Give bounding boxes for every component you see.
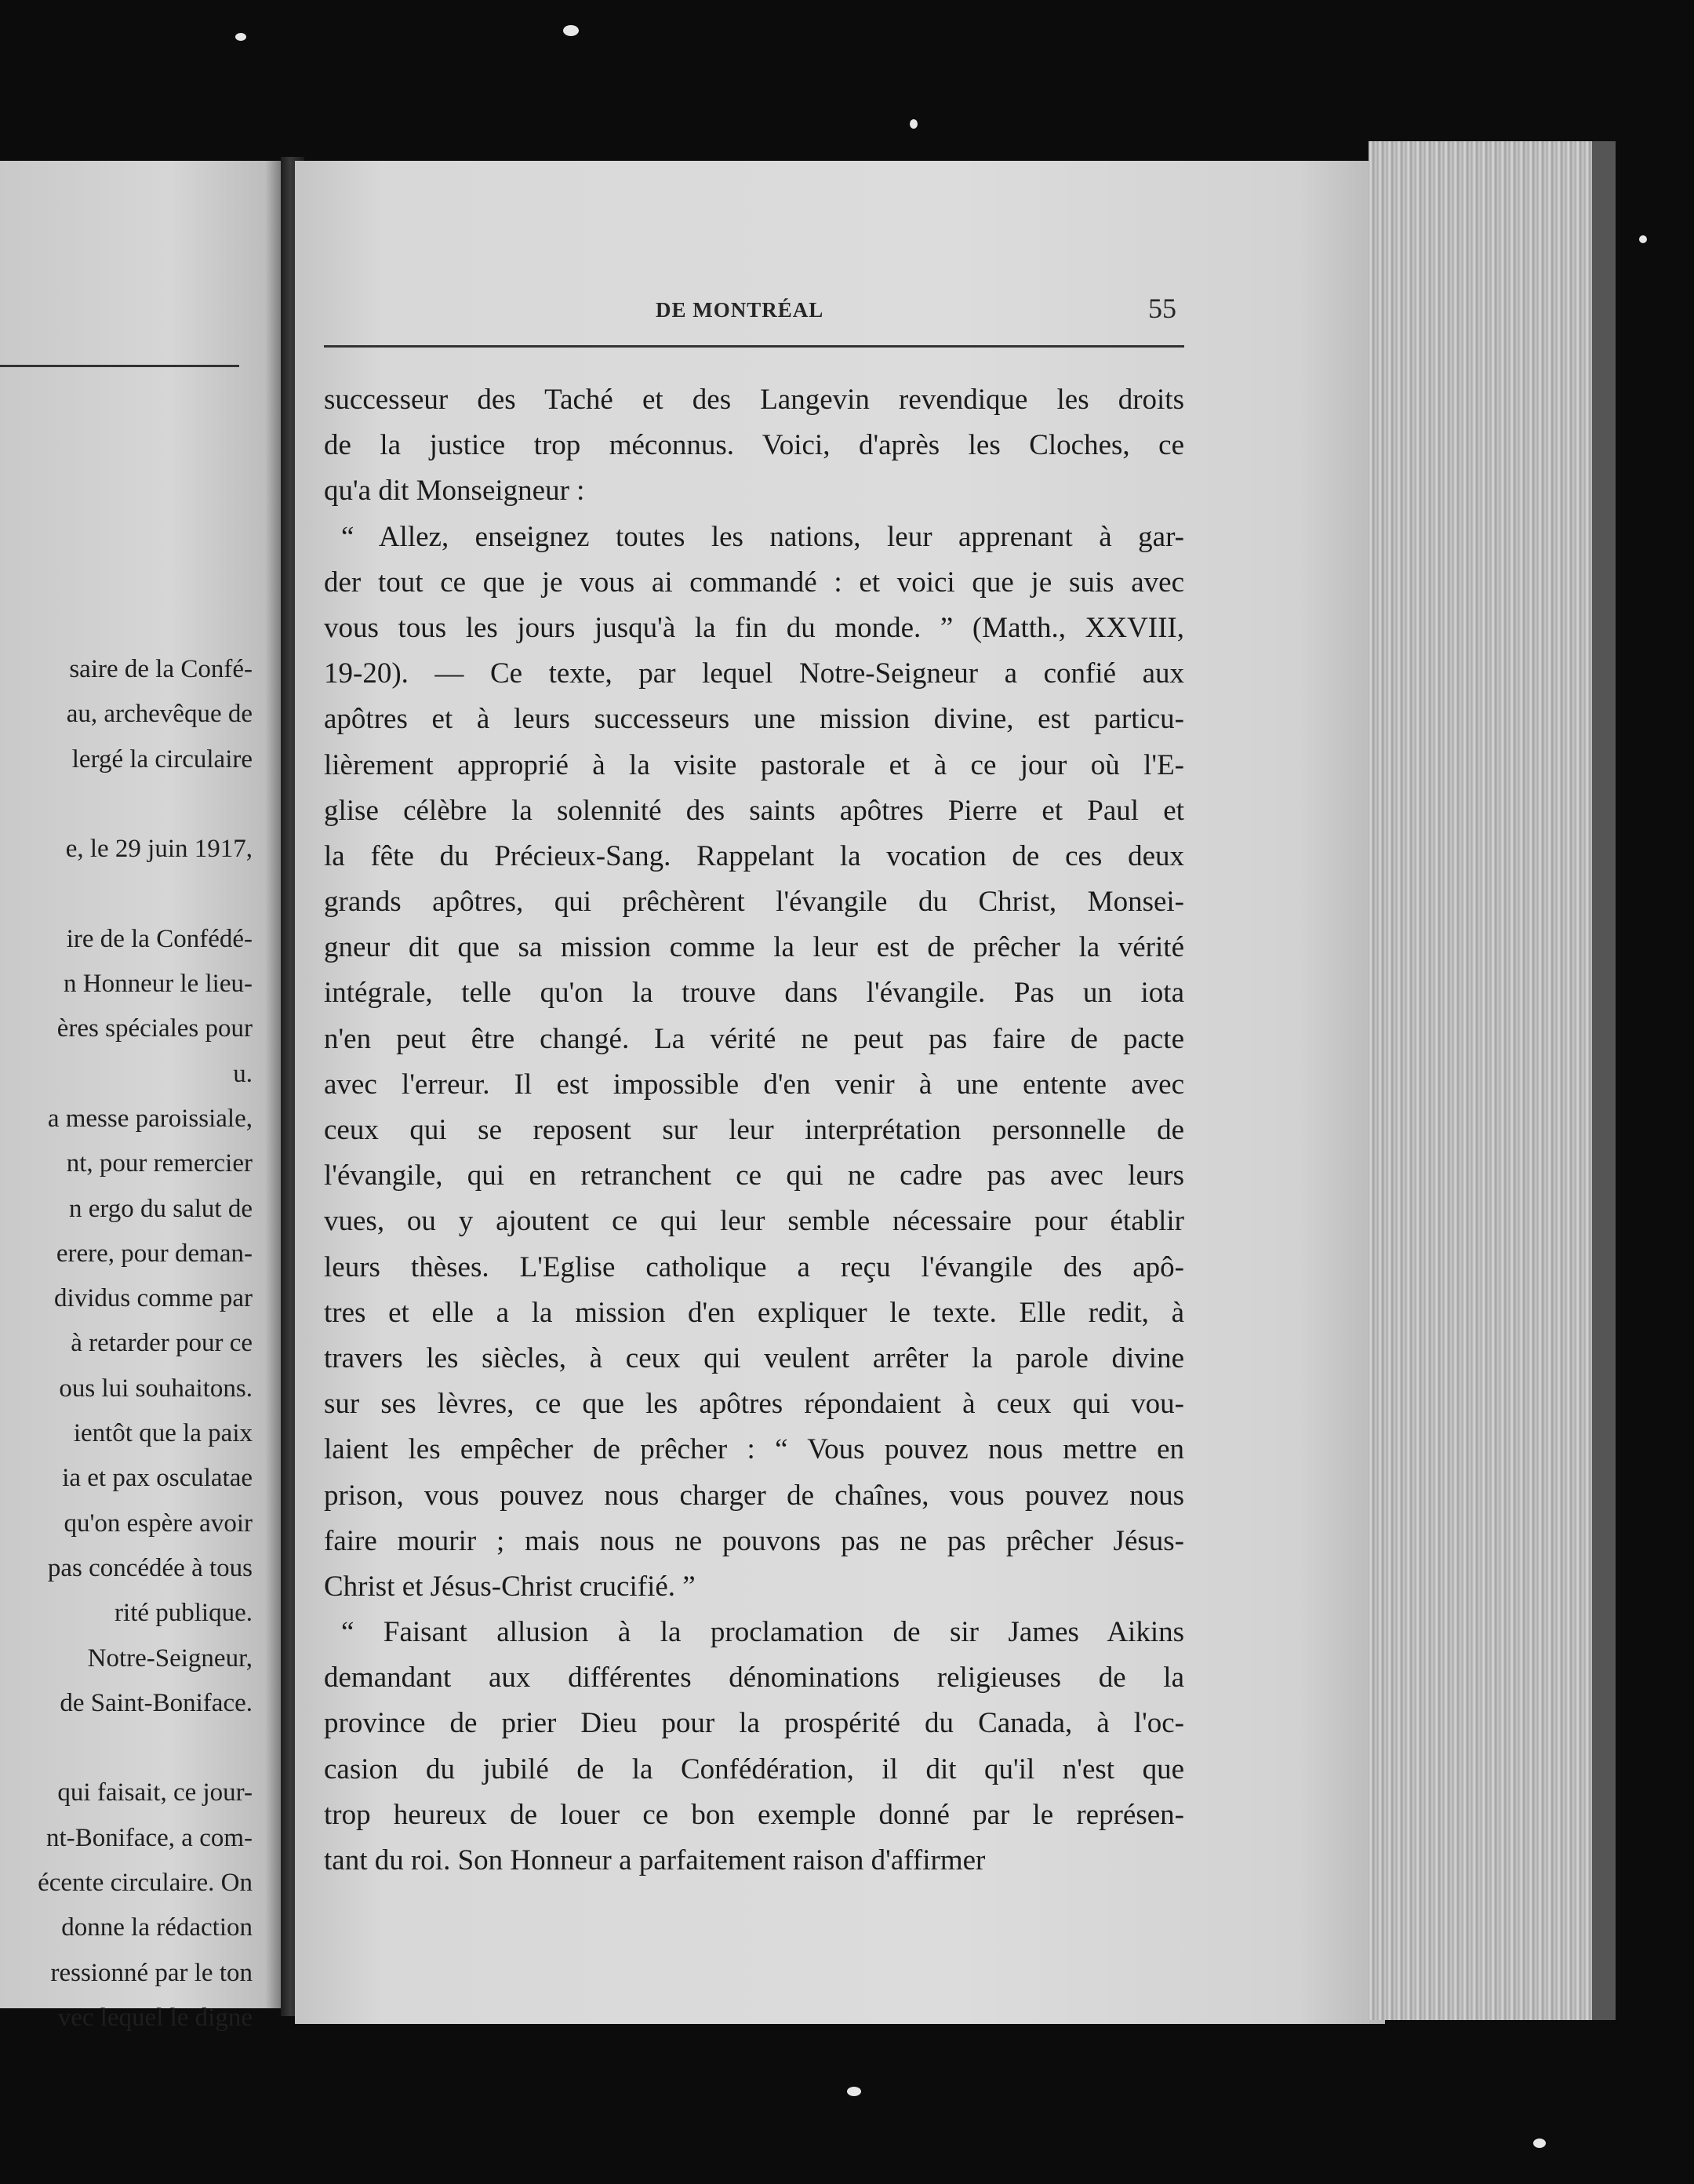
left-text-line xyxy=(0,782,253,827)
left-text-line: donne la rédaction xyxy=(61,1913,253,1942)
text-line: der tout ce que je vous ai commandé : et voici que je suis avec xyxy=(324,566,1184,599)
left-text-line: n ergo du salut de xyxy=(68,1194,253,1223)
dust-speck xyxy=(1533,2138,1546,2148)
left-page-text xyxy=(0,647,253,2040)
text-line: lièrement approprié à la visite pastorale et à ce jour où l'E- xyxy=(324,748,1184,781)
header-rule xyxy=(324,345,1184,348)
text-line: apôtres et à leurs successeurs une mission divine, est particu- xyxy=(324,703,1184,736)
text-line: Christ et Jésus-Christ crucifié. ” xyxy=(324,1570,696,1603)
dust-speck xyxy=(910,119,918,129)
text-line: faire mourir ; mais nous ne pouvons pas ne pas prêcher Jésus- xyxy=(324,1524,1184,1557)
left-text-line: a messe paroissiale, xyxy=(47,1104,253,1133)
left-text-line: pas concédée à tous xyxy=(47,1553,253,1582)
text-line: n'en peut être changé. La vérité ne peut pas faire de pacte xyxy=(324,1022,1184,1055)
right-page-text xyxy=(324,377,1184,1884)
left-text-line: dividus comme par xyxy=(54,1284,253,1313)
left-text-line: nt-Boniface, a com- xyxy=(46,1823,253,1852)
text-line: gneur dit que sa mission comme la leur est de prêcher la vérité xyxy=(324,931,1184,964)
dust-speck xyxy=(1639,235,1647,243)
text-line: grands apôtres, qui prêchèrent l'évangile du Christ, Monsei- xyxy=(324,886,1184,919)
page-edge-shadow xyxy=(1592,141,1616,2020)
text-line: casion du jubilé de la Confédération, il dit qu'il n'est que xyxy=(324,1753,1184,1785)
text-line: tant du roi. Son Honneur a parfaitement raison d'affirmer xyxy=(324,1844,986,1876)
dust-speck xyxy=(847,2087,861,2096)
left-text-line: ire de la Confédé- xyxy=(66,924,253,953)
text-line: intégrale, telle qu'on la trouve dans l'évangile. Pas un iota xyxy=(324,977,1184,1010)
left-text-line: qui faisait, ce jour- xyxy=(57,1778,253,1807)
text-line: avec l'erreur. Il est impossible d'en venir à une entente avec xyxy=(324,1068,1184,1101)
text-line: 19-20). — Ce texte, par lequel Notre-Seigneur a confié aux xyxy=(324,657,1184,690)
left-text-line: erere, pour deman- xyxy=(56,1239,253,1268)
left-text-line: qu'on espère avoir xyxy=(64,1509,253,1538)
text-line: tres et elle a la mission d'en expliquer le texte. Elle redit, à xyxy=(324,1296,1184,1329)
text-line: trop heureux de louer ce bon exemple donné par le représen- xyxy=(324,1798,1184,1831)
left-text-line: ientôt que la paix xyxy=(73,1419,253,1448)
text-line: de la justice trop méconnus. Voici, d'après les Cloches, ce xyxy=(324,429,1184,462)
text-line: leurs thèses. L'Eglise catholique a reçu l'évangile des apô- xyxy=(324,1250,1184,1283)
left-text-line: nt, pour remercier xyxy=(66,1149,253,1178)
text-line: glise célèbre la solennité des saints apôtres Pierre et Paul et xyxy=(324,794,1184,827)
left-text-line: ressionné par le ton xyxy=(50,1958,253,1987)
left-text-line: rité publique. xyxy=(115,1599,253,1628)
page-number: 55 xyxy=(1148,293,1176,324)
text-line: province de prier Dieu pour la prospérité du Canada, à l'oc- xyxy=(324,1707,1184,1740)
left-text-line: Notre-Seigneur, xyxy=(87,1643,253,1673)
text-line: successeur des Taché et des Langevin revendique les droits xyxy=(324,384,1184,416)
text-line: l'évangile, qui en retranchent ce qui ne cadre pas avec leurs xyxy=(324,1159,1184,1192)
text-line: vues, ou y ajoutent ce qui leur semble nécessaire pour établir xyxy=(324,1205,1184,1238)
left-text-line xyxy=(0,1726,253,1771)
text-line: travers les siècles, à ceux qui veulent arrêter la parole divine xyxy=(324,1341,1184,1374)
left-text-line: ia et pax osculatae xyxy=(62,1464,253,1493)
text-line: vous tous les jours jusqu'à la fin du monde. ” (Matth., XXVIII, xyxy=(324,611,1184,644)
text-line: laient les empêcher de prêcher : “ Vous pouvez nous mettre en xyxy=(324,1433,1184,1466)
dust-speck xyxy=(563,25,579,36)
text-line: “ Allez, enseignez toutes les nations, leur apprenant à gar- xyxy=(341,520,1184,553)
page-edges xyxy=(1369,141,1600,2020)
left-text-line: à retarder pour ce xyxy=(71,1329,253,1358)
text-line: demandant aux différentes dénominations religieuses de la xyxy=(324,1662,1184,1694)
left-text-line: ères spéciales pour xyxy=(56,1014,253,1043)
dust-speck xyxy=(235,33,246,41)
text-line: ceux qui se reposent sur leur interprétation personnelle de xyxy=(324,1114,1184,1146)
running-head: DE MONTRÉAL xyxy=(656,298,824,322)
left-text-line: lergé la circulaire xyxy=(71,744,253,774)
left-text-line: écente circulaire. On xyxy=(38,1869,253,1898)
text-line: prison, vous pouvez nous charger de chaînes, vous pouvez nous xyxy=(324,1479,1184,1512)
left-text-line: vec lequel le digne xyxy=(57,2003,253,2032)
left-page xyxy=(0,161,282,2032)
left-text-line: saire de la Confé- xyxy=(69,655,253,683)
text-line: la fête du Précieux-Sang. Rappelant la vocation de ces deux xyxy=(324,839,1184,872)
left-text-line: de Saint-Boniface. xyxy=(60,1688,253,1717)
left-text-line: ous lui souhaitons. xyxy=(59,1374,253,1403)
text-line: “ Faisant allusion à la proclamation de sir James Aikins xyxy=(341,1616,1184,1649)
text-line: sur ses lèvres, ce que les apôtres répondaient à ceux qui vou- xyxy=(324,1388,1184,1421)
left-text-line: au, archevêque de xyxy=(66,700,253,729)
left-page-rule xyxy=(0,365,239,367)
text-line: qu'a dit Monseigneur : xyxy=(324,475,585,508)
left-text-line xyxy=(0,872,253,916)
left-text-line: n Honneur le lieu- xyxy=(63,970,253,999)
left-text-line: e, le 29 juin 1917, xyxy=(65,835,253,864)
left-text-line: u. xyxy=(233,1059,253,1088)
